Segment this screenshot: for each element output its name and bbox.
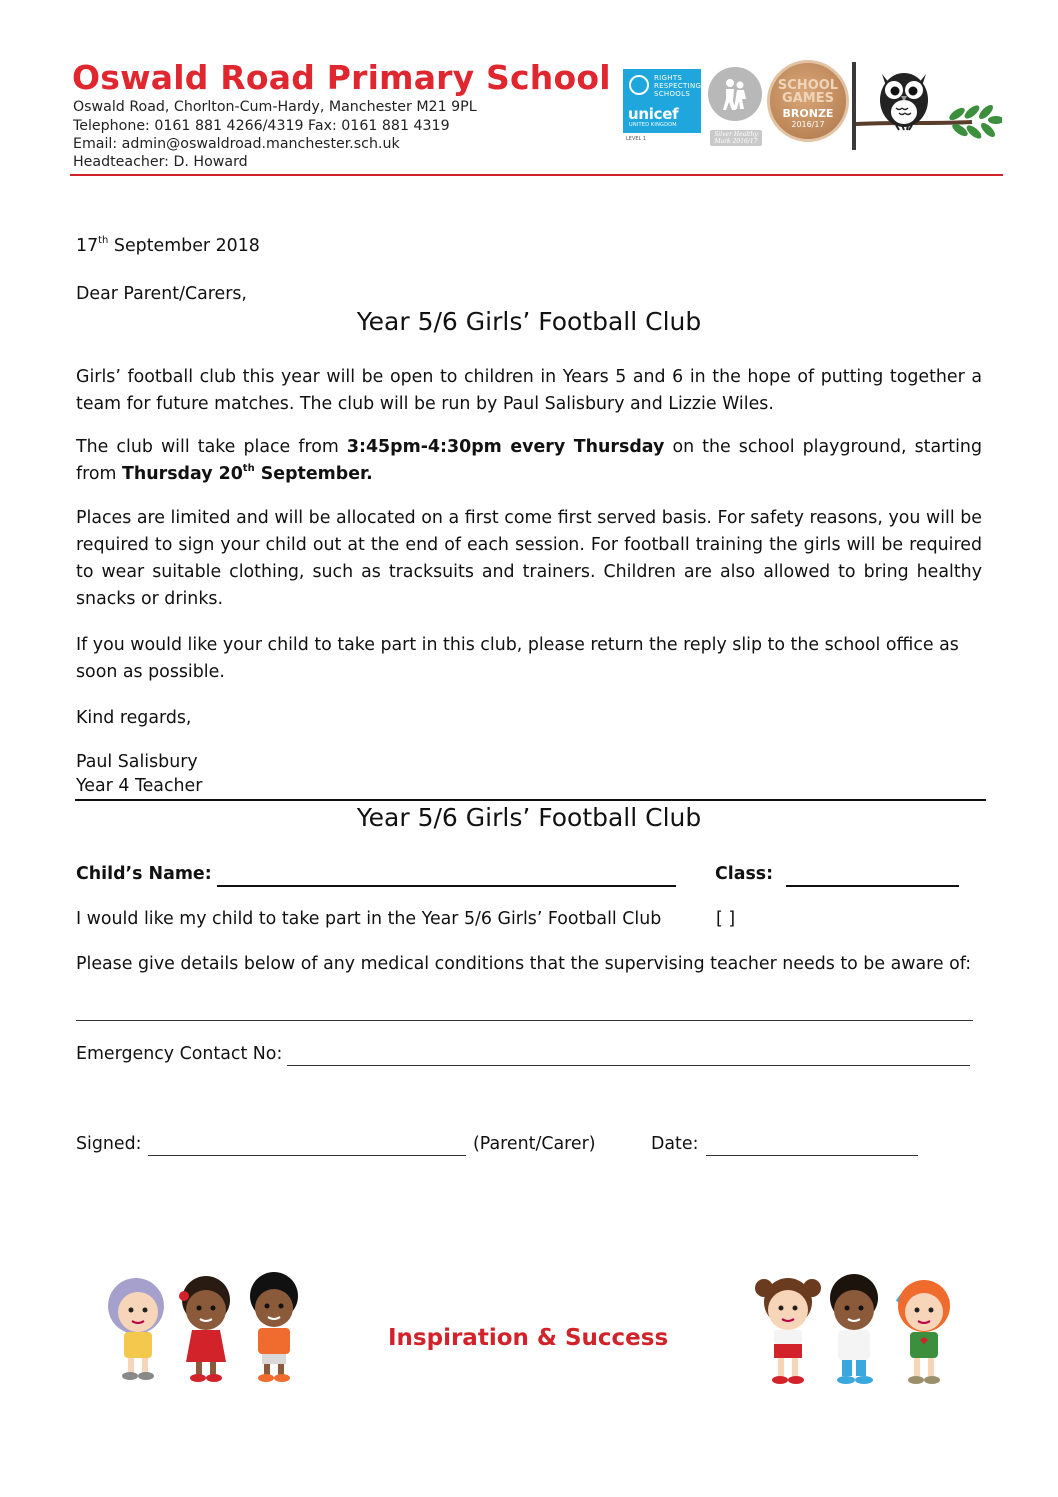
games-award: BRONZE <box>782 107 834 120</box>
header-divider <box>70 174 1003 176</box>
letter-title: Year 5/6 Girls’ Football Club <box>356 307 702 336</box>
school-tagline: Inspiration & Success <box>388 1325 669 1351</box>
medical-prompt: Please give details below of any medical conditions that the supervising teacher needs to be aware of: <box>76 954 972 974</box>
date-field[interactable] <box>706 1155 918 1156</box>
reply-slip-divider <box>75 799 986 801</box>
unicef-region: UNITED KINGDOM <box>629 122 677 128</box>
silver-award-logo <box>708 67 762 121</box>
headteacher: Headteacher: D. Howard <box>73 154 248 170</box>
medical-conditions-field[interactable] <box>76 1020 973 1021</box>
globe-icon <box>629 75 649 95</box>
school-name: Oswald Road Primary School <box>72 58 611 97</box>
owl-icon <box>852 62 1002 152</box>
unicef-rights-respecting-logo <box>623 69 701 133</box>
child-name-label: Child’s Name: <box>76 864 212 884</box>
children-illustration-right <box>748 1266 966 1390</box>
class-label: Class: <box>715 864 774 884</box>
children-illustration-left <box>96 1266 310 1386</box>
reply-slip-title: Year 5/6 Girls’ Football Club <box>356 803 702 832</box>
letter-date: 17th September 2018 <box>76 235 260 256</box>
signatory-name: Paul Salisbury <box>76 752 198 772</box>
signatory-role: Year 4 Teacher <box>76 776 203 796</box>
games-year: 2016/17 <box>791 120 825 129</box>
paragraph-intro: Girls’ football club this year will be open to children in Years 5 and 6 in the hope of putting together a team for future matches. The club will be run by Paul Salisbury and Lizzie Wiles. <box>76 367 982 414</box>
games-line2: GAMES <box>782 91 834 106</box>
child-name-field[interactable] <box>217 885 676 887</box>
silver-award-caption: Silver Healthy Mark 2016/17 <box>710 130 762 146</box>
paragraph-schedule: The club will take place from 3:45pm-4:30pm every Thursday on the school playground, starting from Thursday 20th September. <box>76 437 982 484</box>
unicef-wordmark: unicef <box>628 105 679 123</box>
emergency-contact-field[interactable] <box>287 1065 970 1066</box>
parent-carer-note: (Parent/Carer) <box>473 1134 596 1154</box>
signature-field[interactable] <box>148 1155 466 1156</box>
letterhead <box>70 58 1005 178</box>
class-field[interactable] <box>786 885 959 887</box>
school-address: Oswald Road, Chorlton-Cum-Hardy, Manchester M21 9PL <box>73 99 477 115</box>
salutation: Dear Parent/Carers, <box>76 284 247 304</box>
school-games-bronze-logo <box>767 60 849 142</box>
rrs-level: LEVEL 1 <box>626 136 647 142</box>
signed-label: Signed: <box>76 1134 142 1154</box>
paragraph-details: Places are limited and will be allocated on a first come first served basis. For safety reasons, you will be required to sign your child out at the end of each session. For football training the girls will be required to wear suitable clothing, such as tracksuits and trainers. Children are also allowed to bring healthy snacks or drinks. <box>76 508 982 609</box>
games-line1: SCHOOL <box>777 78 839 93</box>
consent-checkbox[interactable]: [ ] <box>716 909 736 929</box>
school-phone-fax: Telephone: 0161 881 4266/4319 Fax: 0161 881 4319 <box>73 118 450 134</box>
date-label: Date: <box>651 1134 699 1154</box>
paragraph-reply: If you would like your child to take part in this club, please return the reply slip to the school office as soon as possible. <box>76 635 959 682</box>
emergency-contact-label: Emergency Contact No: <box>76 1044 283 1064</box>
school-email: Email: admin@oswaldroad.manchester.sch.uk <box>73 136 400 152</box>
figures-icon <box>722 77 748 111</box>
rrs-logo-text: RIGHTS RESPECTING SCHOOLS <box>654 74 702 98</box>
closing: Kind regards, <box>76 708 192 728</box>
consent-text: I would like my child to take part in the Year 5/6 Girls’ Football Club <box>76 909 662 929</box>
